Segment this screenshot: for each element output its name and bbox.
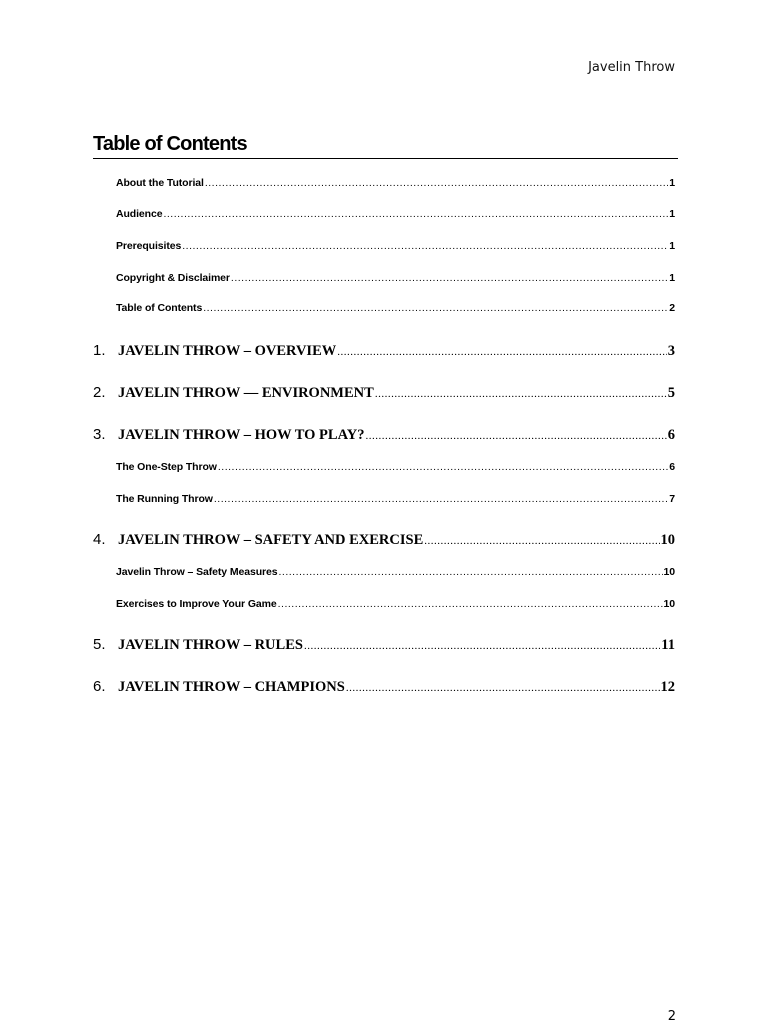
dot-leader bbox=[182, 240, 668, 252]
toc-entry-label: Table of Contents bbox=[116, 302, 203, 314]
dot-leader bbox=[346, 682, 660, 694]
toc-page-number: 3 bbox=[667, 343, 675, 359]
toc-chapter-entry[interactable] bbox=[93, 384, 675, 402]
chapter-number: 6. bbox=[93, 678, 106, 695]
dot-leader bbox=[304, 640, 660, 652]
chapter-number: 3. bbox=[93, 426, 106, 443]
chapter-number: 5. bbox=[93, 636, 106, 653]
toc-page-number: 1 bbox=[669, 208, 675, 220]
toc-entry-label: JAVELIN THROW — ENVIRONMENT bbox=[118, 385, 374, 401]
dot-leader bbox=[214, 493, 668, 505]
toc-chapter-entry[interactable] bbox=[93, 678, 675, 696]
dot-leader bbox=[375, 388, 667, 400]
dot-leader bbox=[278, 598, 663, 610]
toc-section-entry[interactable] bbox=[116, 598, 675, 610]
toc-page-number: 6 bbox=[669, 461, 675, 473]
toc-section-entry[interactable] bbox=[116, 302, 675, 314]
dot-leader bbox=[203, 302, 668, 314]
toc-entry-label: Javelin Throw – Safety Measures bbox=[116, 566, 278, 578]
dot-leader bbox=[337, 346, 666, 358]
toc-section-entry[interactable] bbox=[116, 566, 675, 578]
toc-page-number: 6 bbox=[667, 427, 675, 443]
toc-section-entry[interactable] bbox=[116, 272, 675, 284]
dot-leader bbox=[231, 272, 668, 284]
page-number: 2 bbox=[667, 1009, 676, 1024]
running-header: Javelin Throw bbox=[588, 60, 675, 75]
toc-page-number: 2 bbox=[669, 302, 675, 314]
toc-entry-label: JAVELIN THROW – RULES bbox=[118, 637, 303, 653]
toc-entry-label: The Running Throw bbox=[116, 493, 213, 505]
heading-divider bbox=[93, 158, 678, 159]
toc-page-number: 7 bbox=[669, 493, 675, 505]
dot-leader bbox=[424, 535, 659, 547]
toc-page-number: 1 bbox=[669, 272, 675, 284]
toc-entry-label: Copyright & Disclaimer bbox=[116, 272, 230, 284]
toc-section-entry[interactable] bbox=[116, 240, 675, 252]
dot-leader bbox=[205, 177, 668, 189]
toc-section-entry[interactable] bbox=[116, 177, 675, 189]
toc-entry-label: JAVELIN THROW – CHAMPIONS bbox=[118, 679, 345, 695]
toc-entry-label: About the Tutorial bbox=[116, 177, 204, 189]
toc-entry-label: The One-Step Throw bbox=[116, 461, 217, 473]
dot-leader bbox=[365, 430, 666, 442]
toc-page-number: 10 bbox=[663, 598, 675, 610]
toc-page-number: 5 bbox=[667, 385, 675, 401]
toc-chapter-entry[interactable] bbox=[93, 426, 675, 444]
toc-entry-label: JAVELIN THROW – OVERVIEW bbox=[118, 343, 337, 359]
toc-section-entry[interactable] bbox=[116, 208, 675, 220]
toc-entry-label: JAVELIN THROW – HOW TO PLAY? bbox=[118, 427, 365, 443]
toc-page-number: 10 bbox=[660, 532, 675, 548]
dot-leader bbox=[163, 208, 668, 220]
toc-chapter-entry[interactable] bbox=[93, 342, 675, 360]
chapter-number: 4. bbox=[93, 531, 106, 548]
toc-page-number: 11 bbox=[661, 637, 675, 653]
toc-entry-label: Prerequisites bbox=[116, 240, 182, 252]
toc-chapter-entry[interactable] bbox=[93, 531, 675, 549]
dot-leader bbox=[278, 566, 662, 578]
toc-entry-label: JAVELIN THROW – SAFETY AND EXERCISE bbox=[118, 532, 424, 548]
dot-leader bbox=[218, 461, 668, 473]
toc-section-entry[interactable] bbox=[116, 461, 675, 473]
toc-chapter-entry[interactable] bbox=[93, 636, 675, 654]
toc-page-number: 12 bbox=[660, 679, 675, 695]
chapter-number: 1. bbox=[93, 342, 106, 359]
toc-heading: Table of Contents bbox=[93, 133, 247, 155]
toc-page-number: 1 bbox=[669, 240, 675, 252]
toc-page-number: 1 bbox=[669, 177, 675, 189]
toc-page-number: 10 bbox=[663, 566, 675, 578]
toc-entry-label: Exercises to Improve Your Game bbox=[116, 598, 277, 610]
toc-section-entry[interactable] bbox=[116, 493, 675, 505]
toc-entry-label: Audience bbox=[116, 208, 163, 220]
chapter-number: 2. bbox=[93, 384, 106, 401]
